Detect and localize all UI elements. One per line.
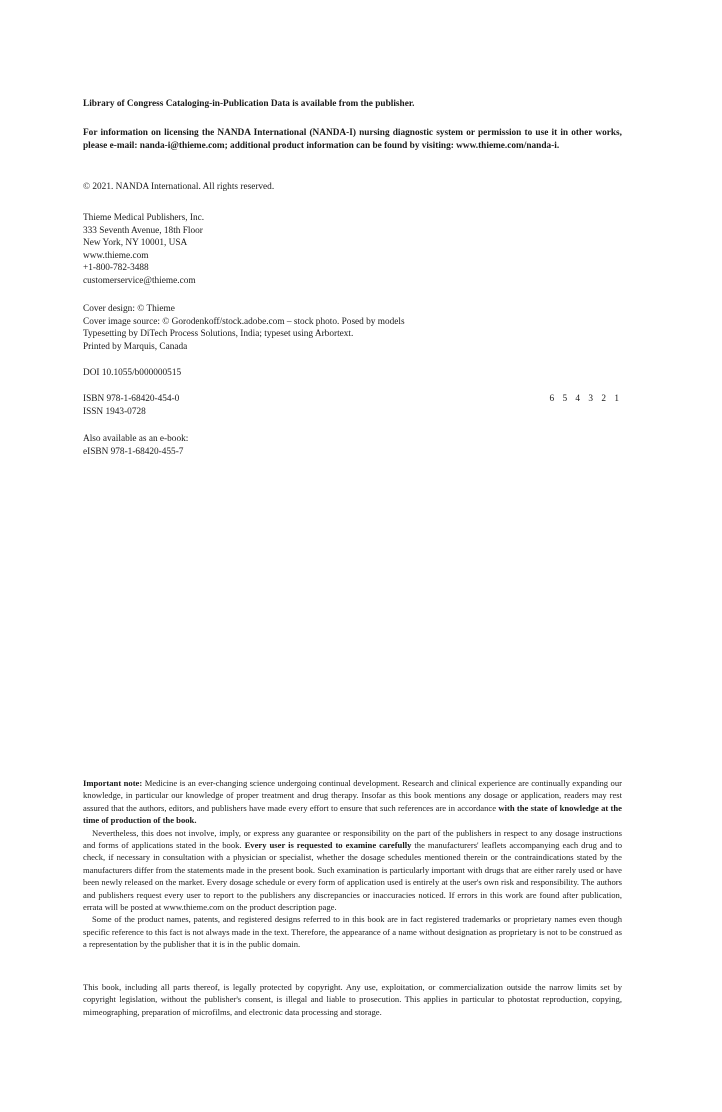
typesetting: Typesetting by DiTech Process Solutions, India; typeset using Arbortext. [83, 329, 354, 340]
cip-statement: Library of Congress Cataloging-in-Publication Data is available from the publisher. [83, 99, 415, 109]
cover-design: Cover design: © Thieme [83, 304, 175, 314]
isbn: ISBN 978-1-68420-454-0 [83, 394, 180, 404]
publisher-name: Thieme Medical Publishers, Inc. [83, 213, 205, 223]
publisher-address-line1: 333 Seventh Avenue, 18th Floor [83, 225, 203, 236]
print-line: 6 5 4 3 2 1 [549, 394, 622, 404]
publisher-web: www.thieme.com [83, 250, 149, 261]
publisher-phone: +1-800-782-3488 [83, 263, 149, 274]
production-credits [83, 303, 622, 353]
note-paragraph-2-rest: the manufacturers' leaflets accompanying each drug and to check, if necessary in consultation with a physician or specialist, whether the dosage schedules mentioned therein or the contraindications stated by the manufacturers differ from the statements made in the present book. Such examination is particularly important with drugs that are either rarely used or have been newly released on the market. Every dosage schedule or every form of application used is entirely at the user's own risk and responsibility. The authors and publishers request every user to report to the publishers any discrepancies or inaccuracies noticed. If errors in this work are found after publication, errata will be posted at www.thieme.com on the product description page. [83, 840, 622, 913]
note-paragraph-2-bold: Every user is requested to examine carefully [244, 840, 412, 851]
note-paragraph-2-start: Nevertheless, this does not involve, imply, or express any guarantee or responsibility on the part of the publishers in respect to any dosage instructions and forms of applications stated in the book. [83, 827, 622, 851]
doi: DOI 10.1055/b000000515 [83, 368, 182, 378]
copyright-protection-notice: This book, including all parts thereof, is legally protected by copyright. Any use, exploitation, or commercialization outside the narrow limits set by copyright legislation, without the publisher's consent, is illegal and liable to prosecution. This applies in particular to photostat reproduction, copying, mimeographing, preparation of microfilms, and electronic data processing and storage. [83, 982, 622, 1017]
printer: Printed by Marquis, Canada [83, 341, 188, 352]
note-paragraph-3: Some of the product names, patents, and registered designs referred to in this book are in fact registered trademarks or proprietary names even though specific reference to this fact is not always made in the text. Therefore, the appearance of a name without designation as proprietary is not to be construed as a representation by the publisher that it is in the public domain. [83, 914, 622, 950]
publisher-email: customerservice@thieme.com [83, 275, 196, 286]
publisher-address-line2: New York, NY 10001, USA [83, 238, 188, 249]
publisher-address [83, 212, 622, 288]
copyright-line: © 2021. NANDA International. All rights reserved. [83, 182, 275, 192]
cover-image-source: Cover image source: © Gorodenkoff/stock.adobe.com – stock photo. Posed by models [83, 316, 405, 327]
note-paragraph-1: Medicine is an ever-changing science undergoing continual development. Research and clinical experience are continually expanding our knowledge, in particular our knowledge of proper treatment and drug therapy. Insofar as this book mentions any dosage or application, readers may rest assured that the authors, editors, and publishers have made every effort to ensure that such references are in accordance [83, 778, 622, 813]
eisbn: eISBN 978-1-68420-455-7 [83, 446, 184, 457]
important-note [83, 777, 622, 951]
licensing-info: For information on licensing the NANDA International (NANDA-I) nursing diagnostic system or permission to use it in other works, please e-mail: nanda-i@thieme.com; additional product information can be found by visiting: www.thieme.com/nanda-i. [83, 128, 622, 151]
issn: ISSN 1943-0728 [83, 406, 146, 417]
important-note-heading: Important note: [83, 778, 143, 788]
isbn-block [83, 393, 622, 418]
note-paragraph-1-bold: with the state of knowledge at the time of production of the book. [83, 802, 622, 826]
ebook-info [83, 433, 622, 458]
ebook-label: Also available as an e-book: [83, 434, 189, 444]
